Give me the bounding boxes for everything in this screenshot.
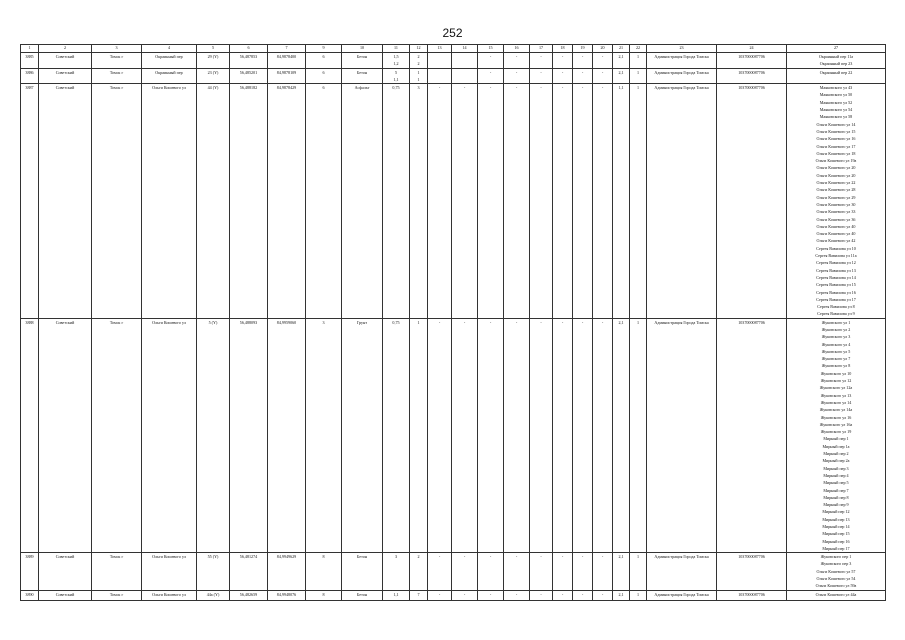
c16-cell: - <box>504 53 530 69</box>
city-cell: Томск г <box>92 553 142 591</box>
address-list-line: Маяковского ул 50 <box>819 92 853 98</box>
area-cell-line: 3 <box>394 554 398 560</box>
c15-cell: - <box>478 591 504 601</box>
c19-cell: - <box>573 68 593 84</box>
longitude-cell: 84,9878429 <box>268 84 306 319</box>
address-list <box>787 553 886 591</box>
address-list-line: Ольги Кошевого ул 44а <box>815 592 857 598</box>
surface-cell: Бетон <box>342 68 383 84</box>
address-list-line: Жуковского ул 7 <box>821 356 851 362</box>
area-cell-line: 0,75 <box>392 85 400 91</box>
owner-cell: Администрация Города Томска <box>647 84 717 319</box>
count-cell-line: 1 <box>417 69 420 75</box>
c18-cell: - <box>553 53 573 69</box>
column-header: 19 <box>573 45 593 53</box>
c16-cell: - <box>504 318 530 553</box>
latitude-cell: 56,482659 <box>230 591 268 601</box>
c15-cell: - <box>478 68 504 84</box>
address-list-line: Мирный пер 15 <box>822 531 850 537</box>
c19-cell: - <box>573 591 593 601</box>
ogrn-cell: 1037000087706 <box>717 68 787 84</box>
street-cell: Ольги Кошевого ул <box>142 84 197 319</box>
address-list-line: Окраинный пер 11а <box>818 54 854 59</box>
district-cell: Советский <box>39 68 92 84</box>
address-list-line: Ольги Кошевого ул 18 <box>816 150 856 156</box>
c17-cell: - <box>530 318 553 553</box>
c14-cell: - <box>452 553 478 591</box>
c13-cell: - <box>428 84 452 319</box>
column-header: 13 <box>428 45 452 53</box>
city-cell: Томск г <box>92 591 142 601</box>
column-header: 24 <box>717 45 787 53</box>
column-header: 18 <box>553 45 573 53</box>
col9-cell: 6 <box>306 84 342 319</box>
address-list-line: Мирный пер 14 <box>822 524 850 529</box>
house-cell: 23 (Y) <box>197 68 230 84</box>
c17-cell: - <box>530 553 553 591</box>
address-list-line: Ольги Кошевого ул 28 <box>816 187 856 193</box>
column-header: 9 <box>306 45 342 53</box>
c19-cell: - <box>573 318 593 553</box>
col9-cell: 3 <box>306 318 342 553</box>
column-header: 17 <box>530 45 553 53</box>
address-list-line: Ольги Кошевого ул 30 <box>816 201 856 207</box>
area-cell <box>383 84 410 319</box>
c17-cell: - <box>530 68 553 84</box>
c14-cell: - <box>452 84 478 319</box>
row-number: 3885 <box>21 53 39 69</box>
col9-cell: 6 <box>306 53 342 69</box>
address-list-line: Маяковского ул 58 <box>819 114 853 120</box>
address-list <box>787 591 886 601</box>
address-list-line: Мирный пер 1 <box>823 436 849 442</box>
c19-cell: - <box>573 84 593 319</box>
count-cell-line: 2 <box>417 554 420 560</box>
c22-cell: 1 <box>630 318 647 553</box>
c20-cell: - <box>593 68 613 84</box>
address-list-line: Сергея Вавилова ул 9 <box>817 311 855 317</box>
c14-cell <box>452 68 478 84</box>
c13-cell <box>428 68 452 84</box>
address-list-line: Сергея Вавилова ул 8 <box>817 304 855 310</box>
column-header: 1 <box>21 45 39 53</box>
address-list-line: Сергея Вавилова ул 10 <box>816 245 856 251</box>
table-body <box>21 53 886 601</box>
count-cell-line: 2 <box>417 61 420 67</box>
address-list-line: Ольги Кошевого ул 22 <box>816 180 856 186</box>
table-row <box>21 68 886 84</box>
owner-cell: Администрация Города Томска <box>647 591 717 601</box>
c21-cell: 2,1 <box>613 53 630 69</box>
address-list <box>787 84 886 319</box>
page-number: 252 <box>442 26 463 40</box>
owner-cell: Администрация Города Томска <box>647 553 717 591</box>
column-header: 3 <box>92 45 142 53</box>
c22-cell: 1 <box>630 68 647 84</box>
ogrn-cell: 1037000087706 <box>717 318 787 553</box>
latitude-cell: 56,488093 <box>230 318 268 553</box>
house-cell: 29 (Y) <box>197 53 230 69</box>
street-cell: Окраинный пер <box>142 53 197 69</box>
c15-cell: - <box>478 53 504 69</box>
count-cell-line: 3 <box>417 85 420 91</box>
c17-cell: - <box>530 53 553 69</box>
area-cell-line: 1,1 <box>393 592 399 598</box>
c22-cell: 1 <box>630 553 647 591</box>
c14-cell: - <box>452 318 478 553</box>
address-list-line: Мирный пер 12 <box>822 509 850 515</box>
table-row <box>21 553 886 591</box>
count-cell <box>410 53 428 69</box>
address-list-line: Сергея Вавилова ул 12 <box>816 260 856 266</box>
address-list-line: Мирный пер 2а <box>822 458 850 464</box>
longitude-cell: 84,9949629 <box>268 553 306 591</box>
c21-cell: 2,1 <box>613 318 630 553</box>
count-cell <box>410 84 428 319</box>
area-cell <box>383 553 410 591</box>
address-list-line: Ольги Кошевого ул 59а <box>815 583 857 589</box>
area-cell <box>383 53 410 69</box>
col9-cell: 6 <box>306 68 342 84</box>
c17-cell: - <box>530 84 553 319</box>
c13-cell: - <box>428 553 452 591</box>
street-cell: Окраинный пер <box>142 68 197 84</box>
c13-cell: - <box>428 318 452 553</box>
address-list-line: Мирный пер 7 <box>823 487 849 493</box>
address-list-line: Маяковского ул 52 <box>819 99 853 105</box>
address-list-line: Жуковского ул 4 <box>821 341 851 347</box>
address-list <box>787 68 886 84</box>
address-list-line: Ольги Кошевого ул 40 <box>816 231 856 237</box>
longitude-cell: 84,9878400 <box>268 53 306 69</box>
col9-cell: 8 <box>306 591 342 601</box>
column-header: 5 <box>197 45 230 53</box>
c14-cell: - <box>452 591 478 601</box>
column-header: 7 <box>268 45 306 53</box>
house-cell: 44а (Y) <box>197 591 230 601</box>
address-list-line: Жуковского ул 8 <box>821 363 851 369</box>
area-cell-line: 0,75 <box>392 319 400 325</box>
c13-cell <box>428 53 452 69</box>
c18-cell: - <box>553 84 573 319</box>
address-list-line: Ольги Кошевого ул 17 <box>816 143 856 149</box>
area-cell-line: 1,2 <box>393 61 399 67</box>
address-list-line: Мирный пер 1а <box>822 443 850 449</box>
c20-cell: - <box>593 591 613 601</box>
row-number: 3889 <box>21 553 39 591</box>
owner-cell: Администрация Города Томска <box>647 318 717 553</box>
c19-cell: - <box>573 53 593 69</box>
c16-cell: - <box>504 553 530 591</box>
column-header: 15 <box>478 45 504 53</box>
address-list-line: Сергея Вавилова ул 14 <box>816 274 856 280</box>
row-number: 3886 <box>21 68 39 84</box>
col9-cell: 8 <box>306 553 342 591</box>
address-list-line: Ольги Кошевого ул 54 <box>816 576 856 582</box>
longitude-cell: 84,9948076 <box>268 591 306 601</box>
city-cell: Томск г <box>92 68 142 84</box>
c16-cell: - <box>504 68 530 84</box>
column-header: 4 <box>142 45 197 53</box>
column-header: 11 <box>383 45 410 53</box>
count-cell-line: 1 <box>417 319 420 325</box>
address-list-line: Ольги Кошевого ул 29 <box>816 194 856 200</box>
column-header: 16 <box>504 45 530 53</box>
address-list-line: Мирный пер 3 <box>823 465 849 471</box>
address-list-line: Мирный пер 5 <box>823 480 849 486</box>
address-list <box>787 318 886 553</box>
c20-cell: - <box>593 53 613 69</box>
address-list-line: Ольги Кошевого ул 16 <box>816 136 856 142</box>
owner-cell: Администрация Города Томска <box>647 68 717 84</box>
table-row <box>21 53 886 69</box>
address-list-line: Ольги Кошевого ул 42 <box>816 238 856 244</box>
c21-cell: 1,1 <box>613 84 630 319</box>
surface-cell: Бетон <box>342 591 383 601</box>
district-cell: Советский <box>39 84 92 319</box>
column-header: 2 <box>39 45 92 53</box>
city-cell: Томск г <box>92 84 142 319</box>
longitude-cell: 84,9878109 <box>268 68 306 84</box>
area-cell <box>383 68 410 84</box>
table-row <box>21 318 886 553</box>
column-header: 20 <box>593 45 613 53</box>
column-header: 6 <box>230 45 268 53</box>
house-cell: 55 (Y) <box>197 553 230 591</box>
area-cell-line: 5 <box>394 69 398 75</box>
address-list-line: Мирный пер 8 <box>823 494 849 500</box>
address-list-line: Жуковского ул 12 <box>820 378 852 384</box>
address-list-line: Ольги Кошевого ул 19а <box>815 158 857 164</box>
address-list-line: Сергея Вавилова ул 16 <box>816 289 856 295</box>
column-header: 14 <box>452 45 478 53</box>
address-list-line: Окраинный пер 23 <box>819 61 853 67</box>
c13-cell: - <box>428 591 452 601</box>
address-list-line: Ольги Кошевого ул 36 <box>816 216 856 222</box>
address-list-line: Жуковского ул 19 <box>820 429 852 435</box>
area-cell-line: 1,5 <box>393 54 399 59</box>
c17-cell: - <box>530 591 553 601</box>
address-list-line: Мирный пер 4 <box>823 472 849 478</box>
latitude-cell: 56,488182 <box>230 84 268 319</box>
address-list-line: Жуковского ул 2 <box>821 326 851 332</box>
c14-cell <box>452 53 478 69</box>
address-list-line: Мирный пер 13 <box>822 516 850 522</box>
count-cell-line: 7 <box>417 592 420 598</box>
c18-cell: - <box>553 68 573 84</box>
address-list-line: Ольги Кошевого ул 40 <box>816 223 856 229</box>
address-list-line: Мирный пер 16 <box>822 538 850 544</box>
c22-cell: 1 <box>630 84 647 319</box>
row-number: 3888 <box>21 318 39 553</box>
address-list-line: Ольги Кошевого ул 15 <box>816 128 856 134</box>
c21-cell: 2,1 <box>613 553 630 591</box>
address-list-line: Жуковского ул 3 <box>821 334 851 340</box>
longitude-cell: 84,9959060 <box>268 318 306 553</box>
c20-cell: - <box>593 84 613 319</box>
address-list <box>787 53 886 69</box>
count-cell <box>410 591 428 601</box>
latitude-cell: 56,485201 <box>230 68 268 84</box>
c15-cell: - <box>478 84 504 319</box>
district-cell: Советский <box>39 53 92 69</box>
address-list-line: Ольги Кошевого ул 14 <box>816 121 856 127</box>
city-cell: Томск г <box>92 318 142 553</box>
c18-cell: - <box>553 318 573 553</box>
count-cell <box>410 68 428 84</box>
table-row <box>21 591 886 601</box>
column-header: 10 <box>342 45 383 53</box>
c21-cell: 2,1 <box>613 591 630 601</box>
address-list-line: Жуковского ул 13 <box>820 392 852 398</box>
latitude-cell: 56,487853 <box>230 53 268 69</box>
city-cell: Томск г <box>92 53 142 69</box>
address-list-line: Ольги Кошевого ул 20 <box>816 165 856 171</box>
house-cell: 44 (Y) <box>197 84 230 319</box>
district-cell: Советский <box>39 553 92 591</box>
c18-cell: - <box>553 591 573 601</box>
surface-cell: Асфальт <box>342 84 383 319</box>
count-cell <box>410 318 428 553</box>
address-list-line: Мирный пер 2 <box>823 451 849 457</box>
district-cell: Советский <box>39 591 92 601</box>
address-list-line: Ольги Кошевого ул 33 <box>816 209 856 215</box>
c22-cell: 1 <box>630 591 647 601</box>
row-number: 3890 <box>21 591 39 601</box>
c22-cell: 1 <box>630 53 647 69</box>
address-list-line: Жуковского ул 16 <box>820 414 852 420</box>
surface-cell: Грунт <box>342 318 383 553</box>
address-list-line: Жуковского ул 14а <box>819 407 853 413</box>
surface-cell: Бетон <box>342 553 383 591</box>
c16-cell: - <box>504 591 530 601</box>
street-cell: Ольги Кошевого ул <box>142 318 197 553</box>
ogrn-cell: 1037000087706 <box>717 553 787 591</box>
ogrn-cell: 1037000087706 <box>717 591 787 601</box>
address-list-line: Сергея Вавилова ул 15 <box>816 282 856 288</box>
area-cell-line: 1,1 <box>393 76 399 82</box>
ogrn-cell: 1037000087706 <box>717 53 787 69</box>
address-list-line: Маяковского ул 54 <box>819 107 853 113</box>
house-cell: 5 (Y) <box>197 318 230 553</box>
registry-table <box>20 44 886 601</box>
address-list-line: Жуковского пер 1 <box>820 554 852 560</box>
area-cell <box>383 318 410 553</box>
street-cell: Ольги Кошевого ул <box>142 591 197 601</box>
surface-cell: Бетон <box>342 53 383 69</box>
address-list-line: Мирный пер 17 <box>822 545 850 551</box>
ogrn-cell: 1037000087706 <box>717 84 787 319</box>
row-number: 3887 <box>21 84 39 319</box>
street-cell: Ольги Кошевого ул <box>142 553 197 591</box>
address-list-line: Сергея Вавилова ул 11а <box>815 253 857 259</box>
district-cell: Советский <box>39 318 92 553</box>
c20-cell: - <box>593 553 613 591</box>
latitude-cell: 56,481274 <box>230 553 268 591</box>
address-list-line: Ольги Кошевого ул 20 <box>816 172 856 178</box>
address-list-line: Жуковского ул 1 <box>821 319 851 325</box>
c19-cell: - <box>573 553 593 591</box>
column-header: 21 <box>613 45 630 53</box>
c21-cell: 2,1 <box>613 68 630 84</box>
owner-cell: Администрация Города Томска <box>647 53 717 69</box>
column-header: 22 <box>630 45 647 53</box>
table-header-row <box>21 45 886 53</box>
count-cell-line: 1 <box>417 76 420 82</box>
address-list-line: Жуковского пер 3 <box>820 561 852 567</box>
column-header: 27 <box>787 45 886 53</box>
c15-cell: - <box>478 553 504 591</box>
address-list-line: Жуковского ул 10 <box>820 370 852 376</box>
count-cell-line: 2 <box>417 54 420 59</box>
c15-cell: - <box>478 318 504 553</box>
address-list-line: Сергея Вавилова ул 13 <box>816 267 856 273</box>
area-cell <box>383 591 410 601</box>
c18-cell: - <box>553 553 573 591</box>
column-header: 23 <box>647 45 717 53</box>
address-list-line: Жуковского ул 12а <box>819 385 853 391</box>
address-list-line: Сергея Вавилова ул 17 <box>816 296 856 302</box>
address-list-line: Жуковского ул 16а <box>819 421 853 427</box>
address-list-line: Жуковского ул 5 <box>821 348 851 354</box>
address-list-line: Мирный пер 9 <box>823 502 849 508</box>
table-row <box>21 84 886 319</box>
c20-cell: - <box>593 318 613 553</box>
address-list-line: Ольги Кошевого ул 57 <box>816 568 856 574</box>
address-list-line: Жуковского ул 14 <box>820 399 852 405</box>
address-list-line: Маяковского ул 43 <box>819 85 853 91</box>
column-header: 12 <box>410 45 428 53</box>
c16-cell: - <box>504 84 530 319</box>
count-cell <box>410 553 428 591</box>
address-list-line: Окраинный пер 22 <box>819 69 853 75</box>
